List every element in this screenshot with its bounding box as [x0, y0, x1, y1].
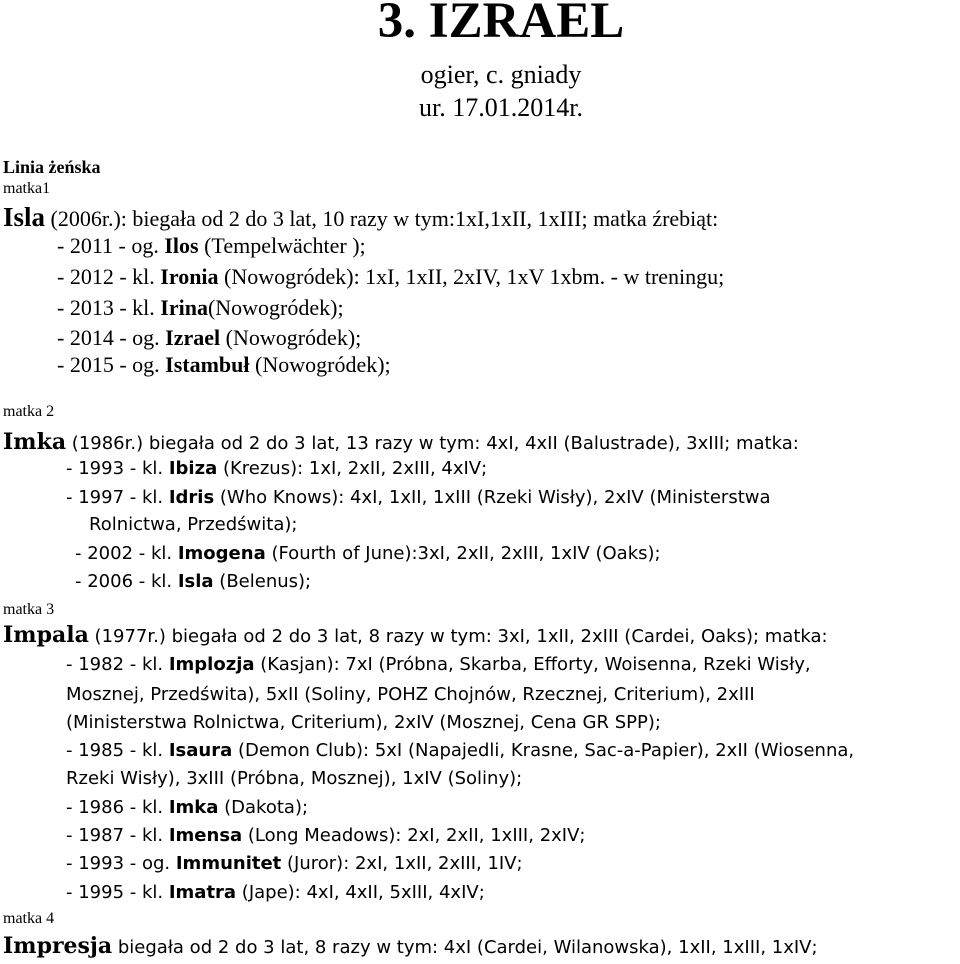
list-item: - 1982 - kl. Implozja (Kasjan): 7xI (Próbna, Skarba, Efforty, Woisenna, Rzeki Wisły, [66, 654, 811, 675]
birth-date: ur. 17.01.2014r. [419, 93, 583, 122]
list-item: - 2012 - kl. Ironia (Nowogródek): 1xI, 1xII, 2xIV, 1xV 1xbm. - w treningu; [57, 264, 725, 289]
list-item: - 1997 - kl. Idris (Who Knows): 4xI, 1xII, 1xIII (Rzeki Wisły), 2xIV (Ministerstwa [66, 487, 771, 508]
matka3-desc: (1977r.) biegała od 2 do 3 lat, 8 razy w tym: 3xI, 1xII, 2xIII (Cardei, Oaks); matka: [88, 626, 828, 647]
matka1-name: Isla [3, 202, 46, 232]
matka1-line [3, 204, 718, 231]
list-item: - 2006 - kl. Isla (Belenus); [75, 571, 312, 592]
list-item: - 2015 - og. Istambuł (Nowogródek); [57, 352, 391, 377]
list-item: - 1985 - kl. Isaura (Demon Club): 5xI (Napajedli, Krasne, Sac-a-Papier), 2xII (Wiosenna, [66, 740, 855, 761]
list-item: - 2011 - og. Ilos (Tempelwächter ); [57, 233, 366, 258]
horse-description: ogier, c. gniady [420, 60, 582, 89]
section-heading-linia: Linia żeńska [3, 157, 101, 177]
matka2-label: matka 2 [3, 403, 55, 420]
matka1-desc: (2006r.): biegała od 2 do 3 lat, 10 razy w tym:1xI,1xII, 1xIII; matka źrebiąt: [45, 206, 719, 231]
list-item: - 1987 - kl. Imensa (Long Meadows): 2xI, 2xII, 1xIII, 2xIV; [66, 825, 586, 846]
list-item: Rzeki Wisły), 3xIII (Próbna, Mosznej), 1xIV (Soliny); [66, 768, 523, 789]
list-item: (Ministerstwa Rolnictwa, Criterium), 2xIV (Mosznej, Cena GR SPP); [66, 712, 661, 733]
matka1-label: matka1 [3, 180, 51, 197]
matka2-name: Imka [3, 429, 67, 455]
matka4-label: matka 4 [3, 910, 55, 927]
matka2-line [3, 431, 799, 453]
matka4-name: Impresja [3, 933, 113, 959]
list-item: - 1993 - og. Immunitet (Juror): 2xI, 1xII, 2xIII, 1IV; [66, 853, 523, 874]
matka4-line [3, 935, 818, 957]
list-item: - 1995 - kl. Imatra (Jape): 4xI, 4xII, 5xIII, 4xIV; [66, 882, 485, 903]
list-item: Rolnictwa, Przedświta); [89, 514, 298, 535]
list-item: - 2002 - kl. Imogena (Fourth of June):3xI, 2xII, 2xIII, 1xIV (Oaks); [75, 543, 661, 564]
page-title: 3. IZRAEL [377, 0, 625, 49]
matka3-line [3, 624, 828, 646]
list-item: - 2014 - og. Izrael (Nowogródek); [57, 325, 362, 350]
matka2-desc: (1986r.) biegała od 2 do 3 lat, 13 razy w tym: 4xI, 4xII (Balustrade), 3xIII; matka: [66, 433, 799, 454]
list-item: - 1986 - kl. Imka (Dakota); [66, 797, 309, 818]
list-item: Mosznej, Przedświta), 5xII (Soliny, POHZ Chojnów, Rzecznej, Criterium), 2xIII [66, 684, 755, 705]
matka4-desc: biegała od 2 do 3 lat, 8 razy w tym: 4xI (Cardei, Wilanowska), 1xII, 1xIII, 1xIV; [112, 937, 818, 958]
matka3-name: Impala [3, 622, 89, 648]
list-item: - 1993 - kl. Ibiza (Krezus): 1xI, 2xII, 2xIII, 4xIV; [66, 458, 488, 479]
list-item: - 2013 - kl. Irina(Nowogródek); [57, 295, 344, 320]
matka3-label: matka 3 [3, 601, 55, 618]
